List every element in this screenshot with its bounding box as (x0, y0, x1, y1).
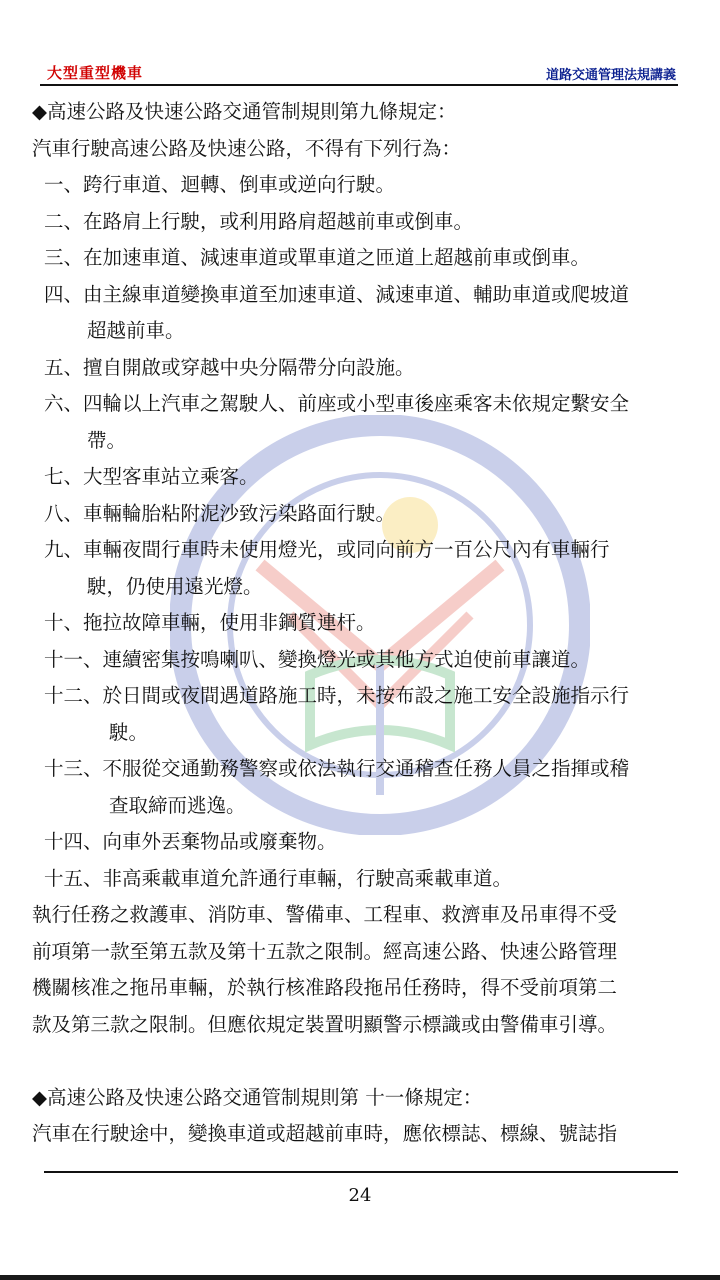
header-right-title: 道路交通管理法規講義 (545, 68, 676, 83)
paragraph-line: 前項第一款至第五款及第十五款之限制。經高速公路、快速公路管理 (32, 939, 618, 963)
section2-line: 汽車在行駛途中，變換車道或超越前車時，應依標誌、標線、號誌指 (32, 1122, 618, 1145)
list-item-continuation: 超越前車。 (87, 319, 185, 342)
list-item: 六、四輪以上汽車之駕駛人、前座或小型車後座乘客未依規定繫安全 (44, 392, 630, 415)
document-body (32, 94, 692, 1153)
list-item: 一、跨行車道、迴轉、倒車或逆向行駛。 (44, 173, 396, 196)
list-item: 七、大型客車站立乘客。 (44, 465, 259, 488)
list-item: 八、車輛輪胎粘附泥沙致污染路面行駛。 (44, 501, 396, 525)
section2-title: ◆高速公路及快速公路交通管制規則第 十一條規定： (32, 1085, 483, 1109)
list-item: 十三、不服從交通勤務警察或依法執行交通稽查任務人員之指揮或稽 (44, 757, 630, 780)
page-number: 24 (348, 1185, 372, 1206)
list-item-continuation: 查取締而逃逸。 (109, 793, 246, 817)
header-divider (40, 84, 678, 86)
list-item: 十四、向車外丟棄物品或廢棄物。 (44, 830, 337, 853)
paragraph-line: 款及第三款之限制。但應依規定裝置明顯警示標識或由警備車引導。 (32, 1012, 618, 1036)
paragraph-line: 機關核准之拖吊車輛，於執行核准路段拖吊任務時，得不受前項第二 (32, 976, 618, 999)
list-item: 十五、非高乘載車道允許通行車輛，行駛高乘載車道。 (44, 866, 513, 890)
bottom-bar (0, 1275, 720, 1280)
footer-divider (44, 1171, 678, 1173)
list-item: 十、拖拉故障車輛，使用非鋼質連杆。 (44, 611, 376, 634)
list-item-continuation: 駛，仍使用遠光燈。 (87, 574, 263, 598)
list-item: 九、車輛夜間行車時未使用燈光，或同向前方一百公尺內有車輛行 (44, 538, 610, 561)
section1-title: ◆高速公路及快速公路交通管制規則第九條規定： (32, 100, 457, 123)
header-left-title: 大型重型機車 (47, 64, 144, 82)
list-item-continuation: 帶。 (87, 428, 127, 452)
list-item: 三、在加速車道、減速車道或單車道之匝道上超越前車或倒車。 (44, 246, 591, 269)
paragraph-line: 執行任務之救護車、消防車、警備車、工程車、救濟車及吊車得不受 (32, 903, 618, 926)
list-item: 二、在路肩上行駛，或利用路肩超越前車或倒車。 (44, 209, 474, 233)
list-item: 四、由主線車道變換車道至加速車道、減速車道、輔助車道或爬坡道 (44, 282, 630, 306)
list-item-continuation: 駛。 (109, 720, 149, 744)
spacer (32, 1043, 692, 1080)
list-item: 十二、於日間或夜間遇道路施工時，未按布設之施工安全設施指示行 (44, 684, 630, 707)
section1-intro: 汽車行駛高速公路及快速公路，不得有下列行為： (32, 136, 462, 160)
list-item: 五、擅自開啟或穿越中央分隔帶分向設施。 (44, 355, 415, 379)
list-item: 十一、連續密集按鳴喇叭、變換燈光或其他方式迫使前車讓道。 (44, 647, 591, 671)
